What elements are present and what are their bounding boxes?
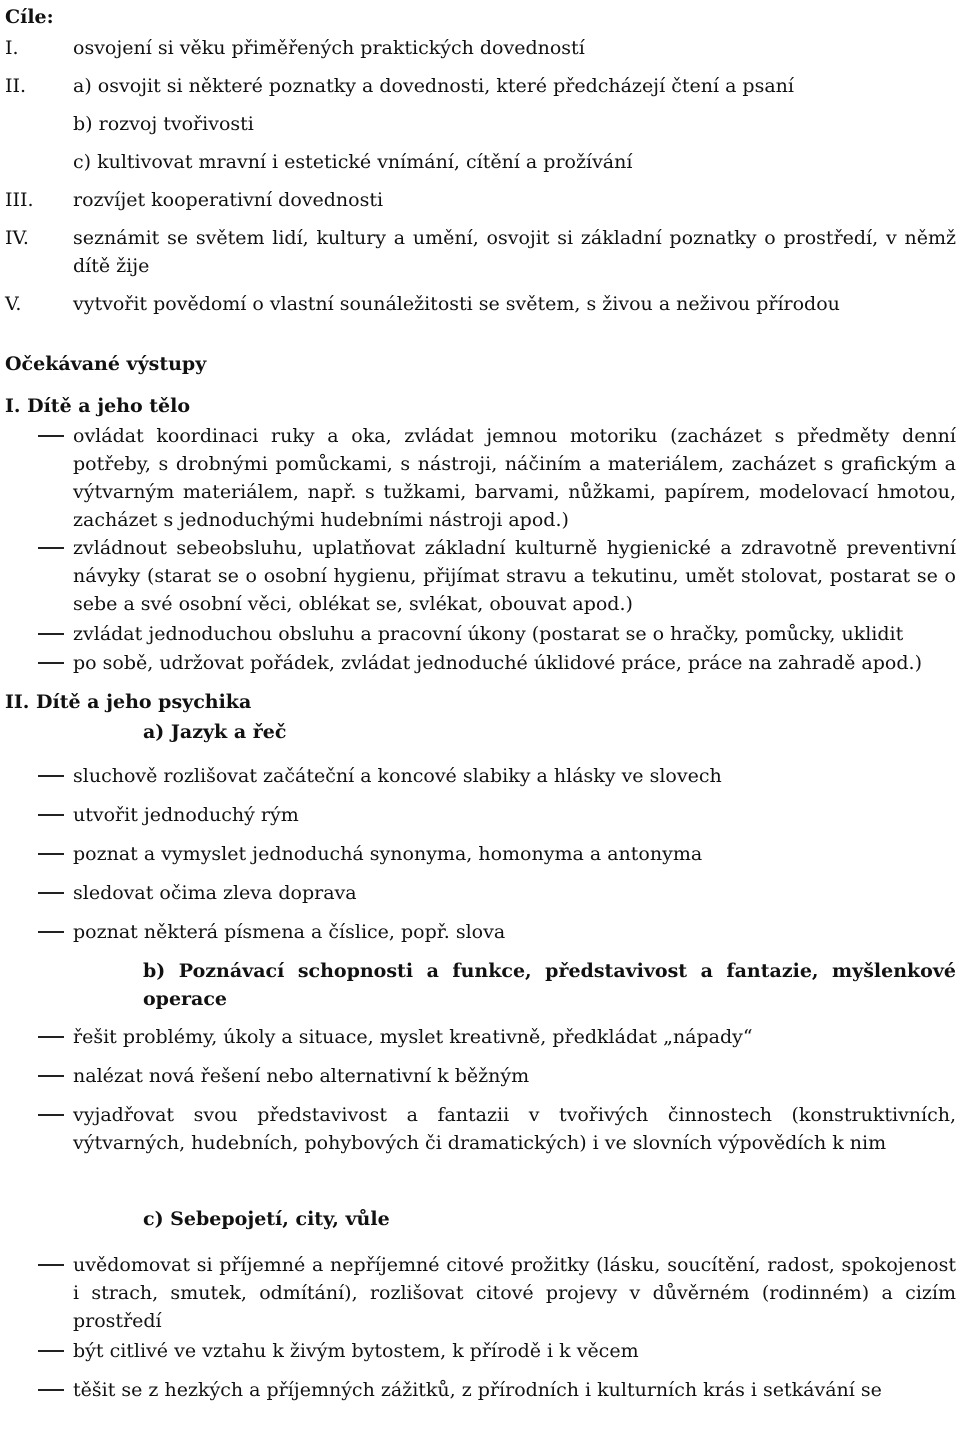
list-item-text: řešit problémy, úkoly a situace, myslet kreativně, předkládat „nápady“	[73, 1026, 753, 1048]
list-item-text: poznat a vymyslet jednoduchá synonyma, homonyma a antonyma	[73, 843, 703, 865]
dash-bullet-icon	[5, 1062, 73, 1090]
list-item	[5, 1376, 956, 1415]
list-item	[5, 422, 956, 534]
dash-bullet-icon	[5, 762, 73, 790]
list-item	[5, 762, 956, 801]
list-item	[5, 620, 956, 649]
goal-item	[5, 224, 956, 290]
list-item	[5, 801, 956, 840]
dash-bullet-icon	[5, 620, 73, 648]
goal-number	[5, 148, 73, 186]
dash-bullet-icon	[5, 840, 73, 868]
list-item	[5, 1101, 956, 1157]
dash-bullet-icon	[5, 534, 73, 562]
subsection-heading-cognition: b) Poznávací schopnosti a funkce, představivost a fantazie, myšlenkové operace	[143, 960, 956, 1010]
goal-number: IV.	[5, 227, 29, 249]
subsection-heading-self: c) Sebepojetí, city, vůle	[143, 1208, 390, 1230]
list-item	[5, 1251, 956, 1337]
goal-item	[5, 148, 956, 186]
goal-item	[5, 72, 956, 110]
dash-bullet-icon	[5, 649, 73, 677]
list-item-text: poznat některá písmena a číslice, popř. slova	[73, 921, 506, 943]
goal-item	[5, 110, 956, 148]
goal-text: rozvíjet kooperativní dovednosti	[73, 189, 384, 211]
goals-heading: Cíle:	[5, 6, 54, 28]
self-outcomes-list-cont	[5, 1337, 956, 1415]
list-item-text: ovládat koordinaci ruky a oka, zvládat jemnou motoriku (zacházet s předměty denní potřeby, s drobnými pomůckami, s nástroji, náčiním a materiálem, zacházet s grafickým a výtvarným materiálem, např. s tužkami, barvami, nůžkami, papírem, modelovací hmotou, zacházet s jednoduchými hudebními nástroji apod.)	[73, 425, 956, 531]
goal-item	[5, 34, 956, 72]
goal-text: b) rozvoj tvořivosti	[73, 113, 254, 135]
list-item-text: zvládnout sebeobsluhu, uplatňovat základní kulturně hygienické a zdravotně preventivní návyky (starat se o osobní hygienu, přijímat stravu a tekutinu, umět stolovat, postarat se o sebe a své osobní věci, oblékat se, svlékat, obouvat apod.)	[73, 537, 956, 615]
goal-number: III.	[5, 189, 34, 211]
list-item-text: být citlivé ve vztahu k živým bytostem, k přírodě i k věcem	[73, 1340, 639, 1362]
section-heading-body: I. Dítě a jeho tělo	[5, 395, 191, 417]
list-item-text: sluchově rozlišovat začáteční a koncové slabiky a hlásky ve slovech	[73, 765, 722, 787]
list-item-text: po sobě, udržovat pořádek, zvládat jednoduché úklidové práce, práce na zahradě apod.)	[73, 652, 922, 674]
body-outcomes-list	[5, 422, 956, 678]
section-heading-psyche: II. Dítě a jeho psychika	[5, 691, 252, 713]
list-item-text: zvládat jednoduchou obsluhu a pracovní úkony (postarat se o hračky, pomůcky, uklidit	[73, 623, 904, 645]
cognition-outcomes-list-cont	[5, 1101, 956, 1157]
list-item-text: utvořit jednoduchý rým	[73, 804, 299, 826]
dash-bullet-icon	[5, 1023, 73, 1051]
dash-bullet-icon	[5, 1337, 73, 1365]
goal-item	[5, 186, 956, 224]
list-item-text: sledovat očima zleva doprava	[73, 882, 357, 904]
goal-text: osvojení si věku přiměřených praktických dovedností	[73, 37, 585, 59]
goal-number: I.	[5, 37, 19, 59]
list-item	[5, 1062, 956, 1101]
goal-number: II.	[5, 75, 27, 97]
list-item	[5, 879, 956, 918]
subsection-heading-language: a) Jazyk a řeč	[143, 721, 287, 743]
dash-bullet-icon	[5, 801, 73, 829]
list-item-text: nalézat nová řešení nebo alternativní k běžným	[73, 1065, 530, 1087]
list-item	[5, 918, 956, 957]
dash-bullet-icon	[5, 879, 73, 907]
spacer	[5, 1157, 956, 1205]
list-item	[5, 1023, 956, 1062]
goal-text: c) kultivovat mravní i estetické vnímání, cítění a prožívání	[73, 151, 633, 173]
list-item	[5, 1337, 956, 1376]
list-item	[5, 840, 956, 879]
goal-text: vytvořit povědomí o vlastní sounáležitosti se světem, s živou a neživou přírodou	[73, 293, 840, 315]
list-item	[5, 649, 956, 678]
goal-item	[5, 290, 956, 328]
outcomes-heading: Očekávané výstupy	[5, 353, 207, 375]
list-item-text: těšit se z hezkých a příjemných zážitků, z přírodních i kulturních krás i setkávání se	[73, 1379, 882, 1401]
dash-bullet-icon	[5, 1376, 73, 1404]
dash-bullet-icon	[5, 918, 73, 946]
goal-text: seznámit se světem lidí, kultury a umění, osvojit si základní poznatky o prostředí, v němž dítě žije	[73, 227, 956, 277]
dash-bullet-icon	[5, 422, 73, 450]
dash-bullet-icon	[5, 1101, 73, 1129]
goal-text: a) osvojit si některé poznatky a dovednosti, které předcházejí čtení a psaní	[73, 75, 794, 97]
self-outcomes-list	[5, 1251, 956, 1337]
goal-number	[5, 110, 73, 148]
list-item-text: vyjadřovat svou představivost a fantazii v tvořivých činnostech (konstruktivních, výtvarných, hudebních, pohybových či dramatických) i ve slovních výpovědích k nim	[73, 1104, 956, 1154]
goal-number: V.	[5, 293, 22, 315]
cognition-outcomes-list	[5, 1023, 956, 1101]
list-item-text: uvědomovat si příjemné a nepříjemné citové prožitky (lásku, soucítění, radost, spokojenost i strach, smutek, odmítání), rozlišovat citové projevy v důvěrném (rodinném) a cizím prostředí	[73, 1254, 956, 1332]
list-item	[5, 534, 956, 620]
dash-bullet-icon	[5, 1251, 73, 1279]
language-outcomes-list	[5, 762, 956, 957]
